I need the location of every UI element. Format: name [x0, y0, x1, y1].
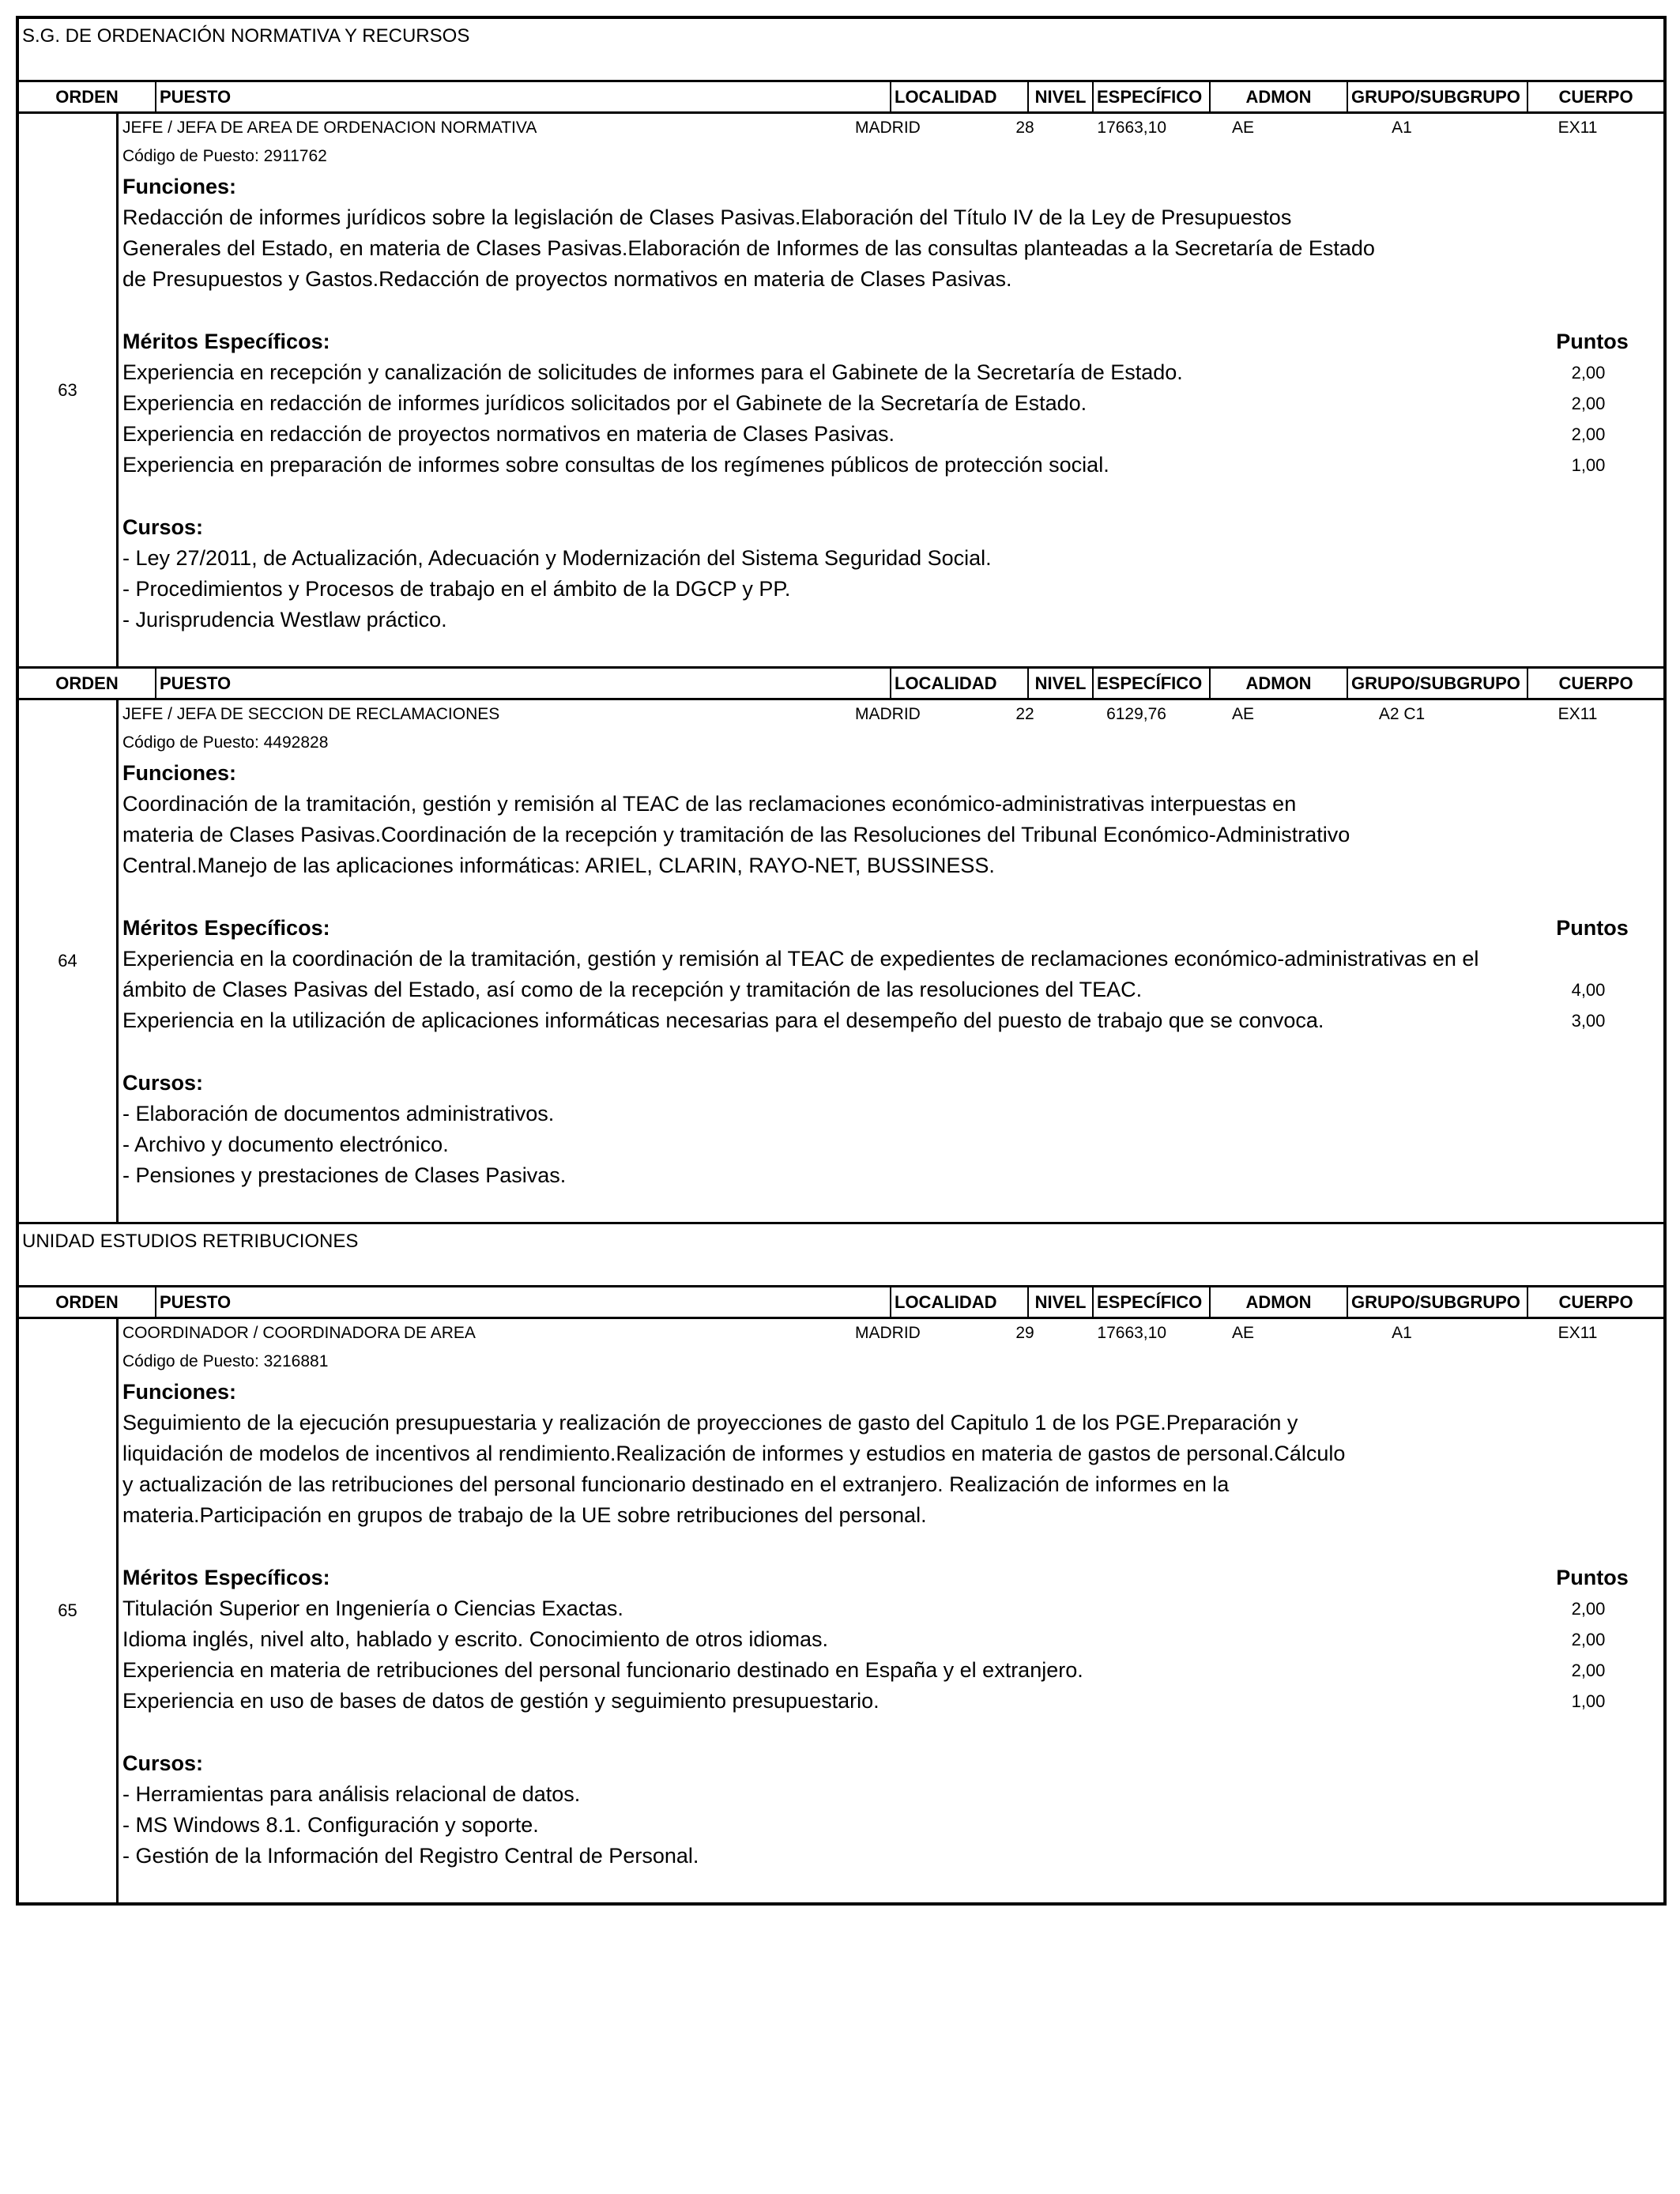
curso-item: - Pensiones y prestaciones de Clases Pasivas.: [122, 1163, 567, 1187]
puntos-label: Puntos: [1556, 916, 1629, 940]
merito-row: [122, 450, 1663, 481]
grupo-value: A1: [1392, 1324, 1412, 1342]
curso-item: - Herramientas para análisis relacional de datos.: [122, 1782, 581, 1806]
spacer: [122, 1531, 1663, 1562]
curso-item: - Gestión de la Información del Registro Central de Personal.: [122, 1844, 699, 1868]
cursos-label: Cursos:: [122, 515, 204, 539]
curso-item: - Elaboración de documentos administrativos.: [122, 1102, 555, 1125]
merito-puntos: 2,00: [1571, 424, 1606, 444]
spacer: [122, 635, 1663, 666]
job-summary-row: [122, 1319, 1663, 1348]
job-entry: [19, 700, 1663, 1224]
column-header-localidad: LOCALIDAD: [891, 1287, 1029, 1317]
especifico-value: 17663,10: [1097, 1324, 1166, 1342]
column-header-grupo: GRUPO/SUBGRUPO: [1348, 82, 1528, 111]
column-header-orden: ORDEN: [19, 82, 156, 111]
nivel-value: 22: [1015, 705, 1034, 723]
column-header-row: [19, 1287, 1663, 1319]
spacer: [122, 881, 1663, 912]
curso-item: - Archivo y documento electrónico.: [122, 1133, 449, 1156]
merito-text: Experiencia en materia de retribuciones del personal funcionario destinado en España y el extranjero.: [122, 1658, 1083, 1682]
meritos-label: Méritos Específicos:: [122, 330, 330, 353]
localidad-value: MADRID: [855, 705, 921, 723]
funciones-line: materia.Participación en grupos de trabajo de la UE sobre retribuciones del personal.: [122, 1503, 927, 1527]
column-header-nivel: NIVEL: [1029, 82, 1094, 111]
column-header-orden: ORDEN: [19, 669, 156, 698]
merito-text: Experiencia en uso de bases de datos de gestión y seguimiento presupuestario.: [122, 1689, 880, 1713]
meritos-label: Méritos Específicos:: [122, 916, 330, 940]
merito-row: [122, 357, 1663, 388]
meritos-header: [122, 326, 1663, 357]
column-header-puesto: PUESTO: [156, 82, 891, 111]
funciones-line: liquidación de modelos de incentivos al rendimiento.Realización de informes y estudios en materia de gastos de personal.Cálculo: [122, 1442, 1346, 1465]
merito-row: [122, 1686, 1663, 1717]
funciones-label: Funciones:: [122, 1380, 237, 1404]
merito-puntos: 1,00: [1571, 1691, 1606, 1711]
especifico-value: 6129,76: [1106, 705, 1166, 723]
meritos-header: [122, 1562, 1663, 1593]
merito-puntos: 2,00: [1571, 1599, 1606, 1619]
meritos-label: Méritos Específicos:: [122, 1566, 330, 1589]
localidad-value: MADRID: [855, 119, 921, 137]
section-title: UNIDAD ESTUDIOS RETRIBUCIONES: [19, 1224, 1663, 1287]
codigo-puesto: Código de Puesto: 4492828: [122, 733, 329, 752]
merito-text: Experiencia en redacción de informes jurídicos solicitados por el Gabinete de la Secretaría de Estado.: [122, 391, 1087, 415]
section-title: S.G. DE ORDENACIÓN NORMATIVA Y RECURSOS: [19, 19, 1663, 82]
funciones-line: Redacción de informes jurídicos sobre la legislación de Clases Pasivas.Elaboración del Título IV de la Ley de Presupuestos: [122, 205, 1292, 229]
merito-puntos: 2,00: [1571, 363, 1606, 383]
codigo-puesto: Código de Puesto: 2911762: [122, 147, 327, 165]
column-header-cuerpo: CUERPO: [1558, 86, 1633, 107]
puesto-name: JEFE / JEFA DE SECCION DE RECLAMACIONES: [122, 705, 500, 723]
curso-item: - Procedimientos y Procesos de trabajo en el ámbito de la DGCP y PP.: [122, 577, 791, 601]
merito-text: Idioma inglés, nivel alto, hablado y escrito. Conocimiento de otros idiomas.: [122, 1627, 828, 1651]
column-header-puesto: PUESTO: [156, 669, 891, 698]
codigo-puesto: Código de Puesto: 3216881: [122, 1352, 329, 1370]
cursos-label: Cursos:: [122, 1751, 204, 1775]
spacer: [122, 481, 1663, 511]
spacer: [122, 1191, 1663, 1222]
merito-text: Experiencia en recepción y canalización de solicitudes de informes para el Gabinete de la Secretaría de Estado.: [122, 360, 1183, 384]
spacer: [122, 1036, 1663, 1067]
meritos-header: [122, 912, 1663, 944]
spacer: [122, 295, 1663, 326]
merito-row: [122, 1655, 1663, 1686]
funciones-label: Funciones:: [122, 761, 237, 785]
admon-value: AE: [1231, 1324, 1254, 1342]
column-header-admon: ADMON: [1211, 82, 1348, 111]
nivel-value: 28: [1015, 119, 1034, 137]
column-header-especifico: ESPECÍFICO: [1094, 1287, 1211, 1317]
merito-text: Experiencia en la coordinación de la tramitación, gestión y remisión al TEAC de expedientes de reclamaciones económico-administrativas en el ámbito de Clases Pasivas del Estado, así como de la recepción y tramitación de las resoluciones del TEAC.: [122, 947, 1479, 1001]
column-header-grupo: GRUPO/SUBGRUPO: [1348, 669, 1528, 698]
cursos-label: Cursos:: [122, 1071, 204, 1095]
cuerpo-value: EX11: [1558, 1324, 1598, 1342]
job-content: [119, 1319, 1663, 1902]
merito-puntos: 4,00: [1571, 980, 1606, 1000]
merito-puntos: 3,00: [1571, 1011, 1606, 1031]
column-header-puesto: PUESTO: [156, 1287, 891, 1317]
funciones-line: Generales del Estado, en materia de Clases Pasivas.Elaboración de Informes de las consultas planteadas a la Secretaría de Estado: [122, 236, 1375, 260]
merito-text: Experiencia en redacción de proyectos normativos en materia de Clases Pasivas.: [122, 422, 895, 446]
merito-row: [122, 388, 1663, 419]
grupo-value: A1: [1392, 119, 1412, 137]
column-header-admon: ADMON: [1211, 669, 1348, 698]
funciones-line: Central.Manejo de las aplicaciones informáticas: ARIEL, CLARIN, RAYO-NET, BUSSINESS.: [122, 854, 995, 877]
funciones-line: Coordinación de la tramitación, gestión y remisión al TEAC de las reclamaciones económico-administrativas interpuestas en: [122, 792, 1297, 816]
column-header-row: [19, 82, 1663, 114]
job-content: [119, 700, 1663, 1222]
admon-value: AE: [1231, 705, 1254, 723]
puesto-name: COORDINADOR / COORDINADORA DE AREA: [122, 1324, 476, 1342]
spacer: [122, 1872, 1663, 1902]
column-header-admon: ADMON: [1211, 1287, 1348, 1317]
orden-number: 63: [19, 114, 119, 666]
job-entry: [19, 1319, 1663, 1902]
column-header-localidad: LOCALIDAD: [891, 82, 1029, 111]
nivel-value: 29: [1015, 1324, 1034, 1342]
orden-number: 65: [19, 1319, 119, 1902]
column-header-grupo: GRUPO/SUBGRUPO: [1348, 1287, 1528, 1317]
funciones-line: y actualización de las retribuciones del personal funcionario destinado en el extranjero. Realización de informes en la: [122, 1472, 1230, 1496]
admon-value: AE: [1231, 119, 1254, 137]
cuerpo-value: EX11: [1558, 119, 1598, 137]
job-summary-row: [122, 114, 1663, 142]
merito-row: [122, 1005, 1663, 1036]
puntos-label: Puntos: [1556, 1566, 1629, 1589]
column-header-row: [19, 669, 1663, 700]
merito-puntos: 1,00: [1571, 455, 1606, 475]
curso-item: - MS Windows 8.1. Configuración y soporte.: [122, 1813, 539, 1837]
merito-puntos: 2,00: [1571, 394, 1606, 413]
curso-item: - Ley 27/2011, de Actualización, Adecuación y Modernización del Sistema Seguridad Social.: [122, 546, 992, 570]
funciones-line: materia de Clases Pasivas.Coordinación de la recepción y tramitación de las Resoluciones del Tribunal Económico-Administrativo: [122, 823, 1350, 846]
column-header-nivel: NIVEL: [1029, 669, 1094, 698]
merito-row: [122, 944, 1663, 1005]
merito-text: Experiencia en preparación de informes sobre consultas de los regímenes públicos de protección social.: [122, 453, 1109, 477]
grupo-value: A2 C1: [1378, 705, 1426, 723]
cuerpo-value: EX11: [1558, 705, 1598, 723]
merito-puntos: 2,00: [1571, 1661, 1606, 1680]
column-header-orden: ORDEN: [19, 1287, 156, 1317]
puntos-label: Puntos: [1556, 330, 1629, 353]
localidad-value: MADRID: [855, 1324, 921, 1342]
column-header-cuerpo: CUERPO: [1558, 673, 1633, 693]
column-header-localidad: LOCALIDAD: [891, 669, 1029, 698]
column-header-nivel: NIVEL: [1029, 1287, 1094, 1317]
spacer: [122, 1717, 1663, 1747]
funciones-label: Funciones:: [122, 175, 237, 198]
funciones-line: de Presupuestos y Gastos.Redacción de proyectos normativos en materia de Clases Pasivas.: [122, 267, 1012, 291]
column-header-especifico: ESPECÍFICO: [1094, 669, 1211, 698]
document: [16, 16, 1667, 1906]
job-summary-row: [122, 700, 1663, 729]
curso-item: - Jurisprudencia Westlaw práctico.: [122, 608, 447, 631]
especifico-value: 17663,10: [1097, 119, 1166, 137]
merito-puntos: 2,00: [1571, 1630, 1606, 1649]
column-header-cuerpo: CUERPO: [1558, 1291, 1633, 1312]
funciones-line: Seguimiento de la ejecución presupuestaria y realización de proyecciones de gasto del Capitulo 1 de los PGE.Preparación y: [122, 1411, 1298, 1434]
job-entry: [19, 114, 1663, 669]
merito-row: [122, 1593, 1663, 1624]
puesto-name: JEFE / JEFA DE AREA DE ORDENACION NORMATIVA: [122, 119, 537, 137]
column-header-especifico: ESPECÍFICO: [1094, 82, 1211, 111]
merito-row: [122, 419, 1663, 450]
orden-number: 64: [19, 700, 119, 1222]
merito-row: [122, 1624, 1663, 1655]
merito-text: Titulación Superior en Ingeniería o Ciencias Exactas.: [122, 1596, 623, 1620]
job-content: [119, 114, 1663, 666]
merito-text: Experiencia en la utilización de aplicaciones informáticas necesarias para el desempeño del puesto de trabajo que se convoca.: [122, 1008, 1324, 1032]
